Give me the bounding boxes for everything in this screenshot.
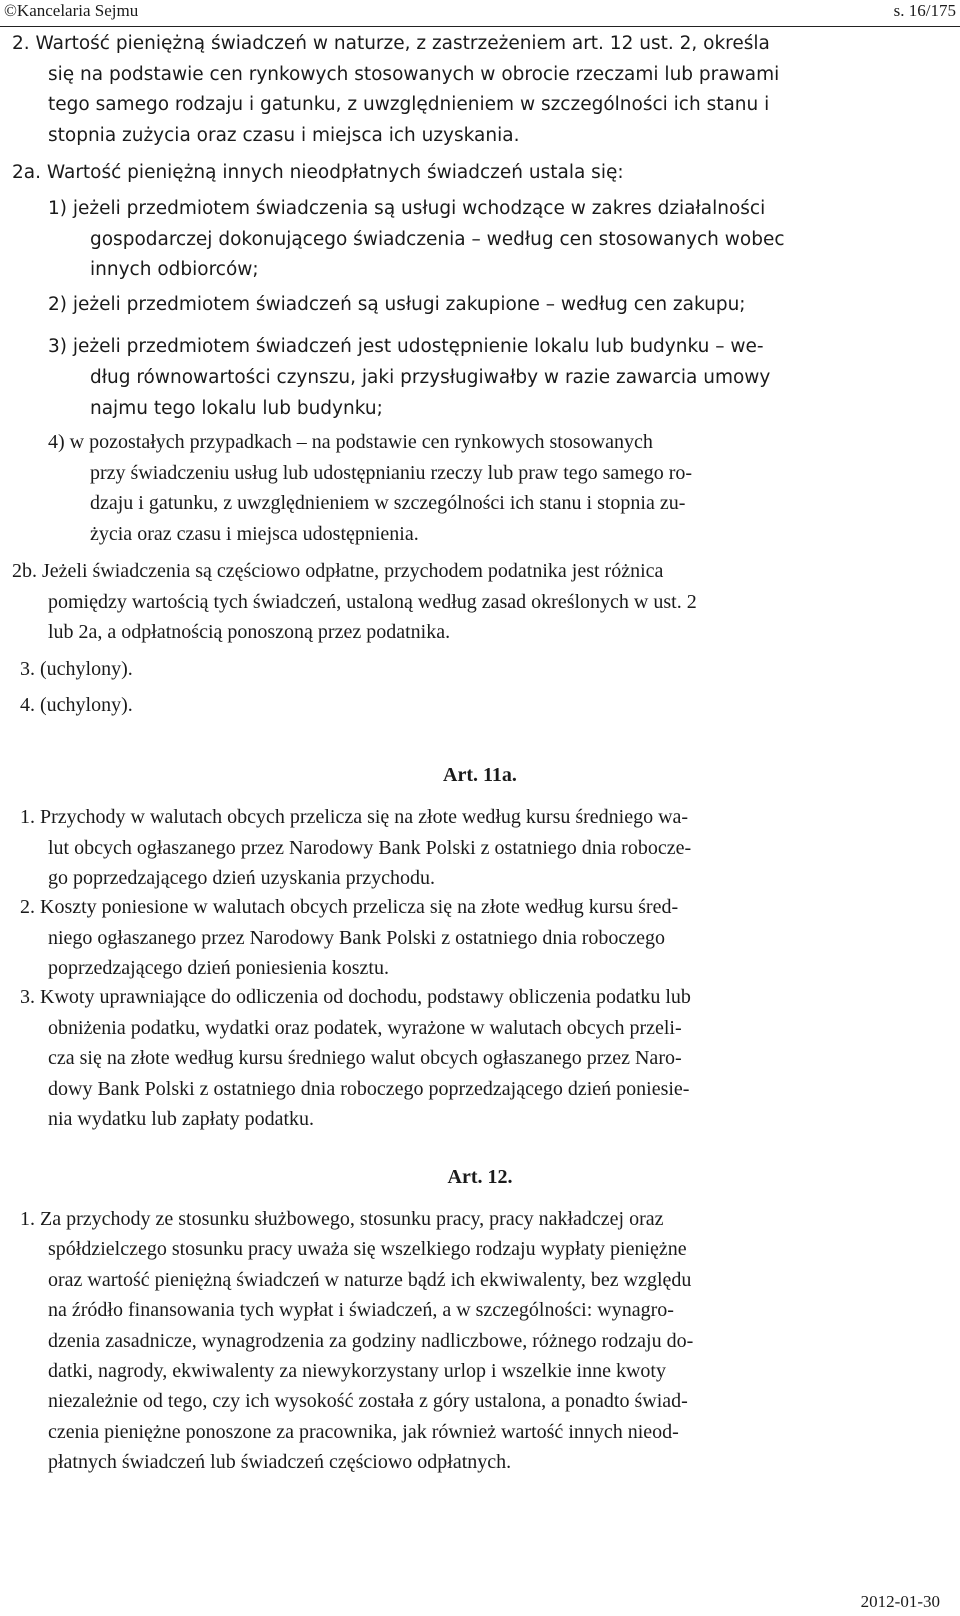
text-line: 1. Za przychody ze stosunku służbowego, stosunku pracy, pracy nakładczej oraz bbox=[20, 1208, 664, 1230]
par2a-item-3 bbox=[48, 331, 848, 424]
text-line: cza się na złote według kursu średniego walut obcych ogłaszanego przez Naro- bbox=[48, 1047, 682, 1069]
text-line: się na podstawie cen rynkowych stosowanych w obrocie rzeczami lub prawami bbox=[48, 63, 780, 85]
text-line: 1. Przychody w walutach obcych przelicza się na złote według kursu średniego wa- bbox=[20, 806, 689, 828]
text-line: pomiędzy wartością tych świadczeń, ustaloną według zasad określonych w ust. 2 bbox=[48, 590, 697, 613]
text-line: 1) jeżeli przedmiotem świadczenia są usługi wchodzące w zakres działalności bbox=[48, 198, 766, 219]
text-line: najmu tego lokalu lub budynku; bbox=[90, 398, 383, 419]
text-line: płatnych świadczeń lub świadczeń częściowo odpłatnych. bbox=[48, 1451, 512, 1474]
art11-par2b bbox=[12, 556, 848, 648]
text-line: dług równowartości czynszu, jaki przysługiwałby w razie zawarcia umowy bbox=[90, 367, 771, 388]
text-line: 3. Kwoty uprawniające do odliczenia od dochodu, podstawy obliczenia podatku lub bbox=[20, 986, 691, 1008]
text-line: gospodarczej dokonującego świadczenia – według cen stosowanych wobec bbox=[90, 228, 785, 250]
art11-par4 bbox=[20, 690, 420, 720]
text-line: niezależnie od tego, czy ich wysokość została z góry ustalona, a ponadto świad- bbox=[48, 1390, 688, 1413]
text-line: 2) jeżeli przedmiotem świadczeń są usługi zakupione – według cen zakupu; bbox=[48, 294, 746, 315]
footer-date: 2012-01-30 bbox=[860, 1592, 940, 1611]
text-line: stopnia zużycia oraz czasu i miejsca ich uzyskania. bbox=[48, 124, 520, 146]
text-line: 4. (uchylony). bbox=[20, 694, 133, 716]
header-page-number: s. 16/175 bbox=[893, 1, 956, 20]
text-line: czenia pieniężne ponoszone za pracownika, jak również wartość innych nieod- bbox=[48, 1420, 679, 1443]
text-line: go poprzedzającego dzień uzyskania przychodu. bbox=[48, 867, 436, 889]
art11a-par1 bbox=[20, 802, 848, 894]
par2a-intro: 2a. Wartość pieniężną innych nieodpłatnych świadczeń ustala się: bbox=[12, 162, 624, 183]
text-line: 2. Wartość pieniężną świadczeń w naturze, z zastrzeżeniem art. 12 ust. 2, określa bbox=[12, 33, 770, 54]
par2a-item-2 bbox=[48, 290, 848, 321]
art12-par1 bbox=[20, 1204, 848, 1478]
text-line: obniżenia podatku, wydatki oraz podatek, wyrażone w walutach obcych przeli- bbox=[48, 1016, 682, 1039]
text-line: życia oraz czasu i miejsca udostępnienia. bbox=[90, 523, 419, 546]
par2a-item-4 bbox=[48, 427, 848, 550]
text-line: 2. Koszty poniesione w walutach obcych przelicza się na złote według kursu śred- bbox=[20, 896, 679, 918]
text-line: 3. (uchylony). bbox=[20, 658, 133, 680]
art11-par2a bbox=[12, 158, 848, 188]
text-line: niego ogłaszanego przez Narodowy Bank Polski z ostatniego dnia roboczego bbox=[48, 926, 666, 949]
page-header bbox=[0, 0, 960, 27]
text-line: 4) w pozostałych przypadkach – na podstawie cen rynkowych stosowanych bbox=[48, 431, 653, 453]
text-line: tego samego rodzaju i gatunku, z uwzględnieniem w szczególności ich stanu i bbox=[48, 94, 770, 115]
text-line: dzenia zasadnicze, wynagrodzenia za godziny nadliczbowe, różnego rodzaju do- bbox=[48, 1329, 694, 1352]
header-source: ©Kancelaria Sejmu bbox=[4, 1, 139, 20]
text-line: 2b. Jeżeli świadczenia są częściowo odpłatne, przychodem podatnika jest różnica bbox=[12, 560, 664, 582]
text-line: innych odbiorców; bbox=[90, 259, 259, 280]
text-line: lut obcych ogłaszanego przez Narodowy Bank Polski z ostatniego dnia robocze- bbox=[48, 836, 692, 859]
text-line: poprzedzającego dzień poniesienia kosztu. bbox=[48, 957, 389, 979]
art11a-par3 bbox=[20, 982, 848, 1135]
text-line: lub 2a, a odpłatnością ponoszoną przez podatnika. bbox=[48, 621, 451, 643]
text-line: na źródło finansowania tych wypłat i świadczeń, a w szczególności: wynagro- bbox=[48, 1299, 674, 1322]
text-line: nia wydatku lub zapłaty podatku. bbox=[48, 1108, 315, 1130]
art12-heading: Art. 12. bbox=[447, 1166, 513, 1188]
text-line: 3) jeżeli przedmiotem świadczeń jest udostępnienie lokalu lub budynku – we- bbox=[48, 336, 764, 357]
text-line: dowy Bank Polski z ostatniego dnia roboczego poprzedzającego dzień poniesie- bbox=[48, 1077, 690, 1100]
art11-par3 bbox=[20, 654, 420, 684]
text-line: przy świadczeniu usług lub udostępnianiu rzeczy lub praw tego samego ro- bbox=[90, 461, 693, 484]
art11-par2 bbox=[12, 29, 848, 151]
text-line: dzaju i gatunku, z uwzględnieniem w szczególności ich stanu i stopnia zu- bbox=[90, 492, 686, 515]
text-line: spółdzielczego stosunku pracy uważa się wszelkiego rodzaju wypłaty pieniężne bbox=[48, 1238, 687, 1261]
text-line: datki, nagrody, ekwiwalenty za niewykorzystany urlop i wszelkie inne kwoty bbox=[48, 1360, 666, 1383]
text-line: oraz wartość pieniężną świadczeń w naturze bądź ich ekwiwalenty, bez względu bbox=[48, 1268, 692, 1291]
art11a-heading: Art. 11a. bbox=[443, 764, 517, 786]
art11a-par2 bbox=[20, 892, 848, 984]
par2a-item-1 bbox=[48, 194, 848, 286]
